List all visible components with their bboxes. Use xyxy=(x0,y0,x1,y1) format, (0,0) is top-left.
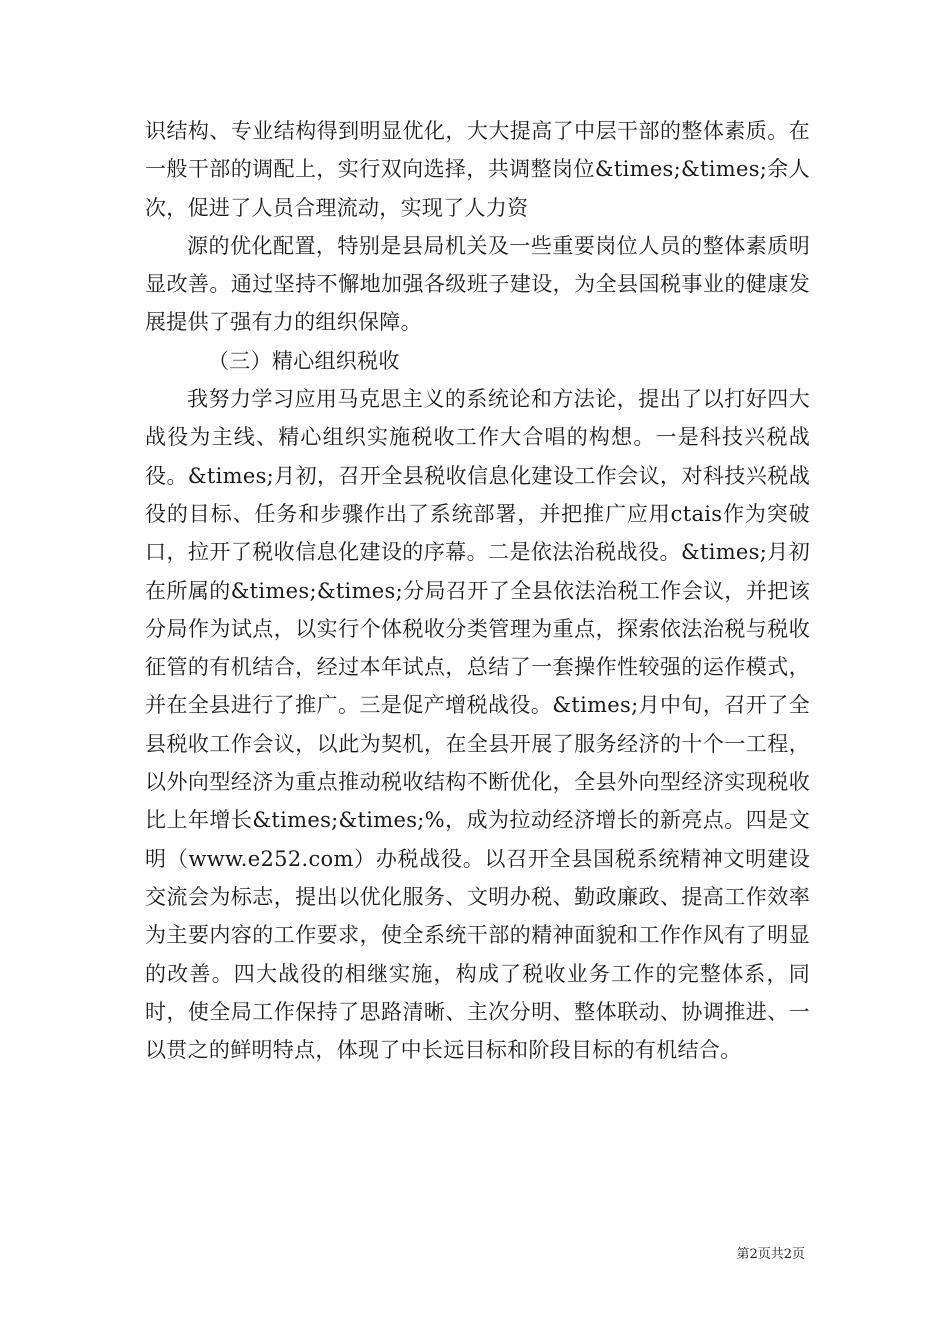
paragraph-optimization: 源的优化配置，特别是县局机关及一些重要岗位人员的整体素质明显改善。通过坚持不懈地加强各级班子建设，为全县国税事业的健康发展提供了强有力的组织保障。 xyxy=(145,233,810,335)
paragraph-continuation: 识结构、专业结构得到明显优化，大大提高了中层干部的整体素质。在一般干部的调配上，实行双向选择，共调整岗位&times;&times;余人次，促进了人员合理流动，实现了人力资 xyxy=(145,119,810,220)
page-number-footer: 第2页共2页 xyxy=(736,1247,805,1262)
section-heading: （三）精心组织税收 xyxy=(208,348,400,373)
paragraph-tax-campaigns: 我努力学习应用马克思主义的系统论和方法论，提出了以打好四大战役为主线、精心组织实施税收工作大合唱的构想。一是科技兴税战役。&times;月初，召开全县税收信息化建设工作会议，对科技兴税战役的目标、任务和步骤作出了系统部署，并把推广应用ctais作为突破口，拉开了税收信息化建设的序幕。二是依法治税战役。&times;月初在所属的&times;&times;分局召开了全县依法治税工作会议，并把该分局作为试点，以实行个体税收分类管理为重点，探索依法治税与税收征管的有机结合，经过本年试点，总结了一套操作性较强的运作模式，并在全县进行了推广。三是促产增税战役。&times;月中旬，召开了全县税收工作会议，以此为契机，在全县开展了服务经济的十个一工程，以外向型经济为重点推动税收结构不断优化，全县外向型经济实现税收比上年增长&times;&times;%，成为拉动经济增长的新亮点。四是文明（www.e252.com）办税战役。以召开全县国税系统精神文明建设交流会为标志，提出以优化服务、文明办税、勤政廉政、提高工作效率为主要内容的工作要求，使全系统干部的精神面貌和工作作风有了明显的改善。四大战役的相继实施，构成了税收业务工作的完整体系，同时，使全局工作保持了思路清晰、主次分明、整体联动、协调推进、一以贯之的鲜明特点，体现了中长远目标和阶段目标的有机结合。 xyxy=(145,387,810,1063)
document-page xyxy=(145,112,810,1069)
